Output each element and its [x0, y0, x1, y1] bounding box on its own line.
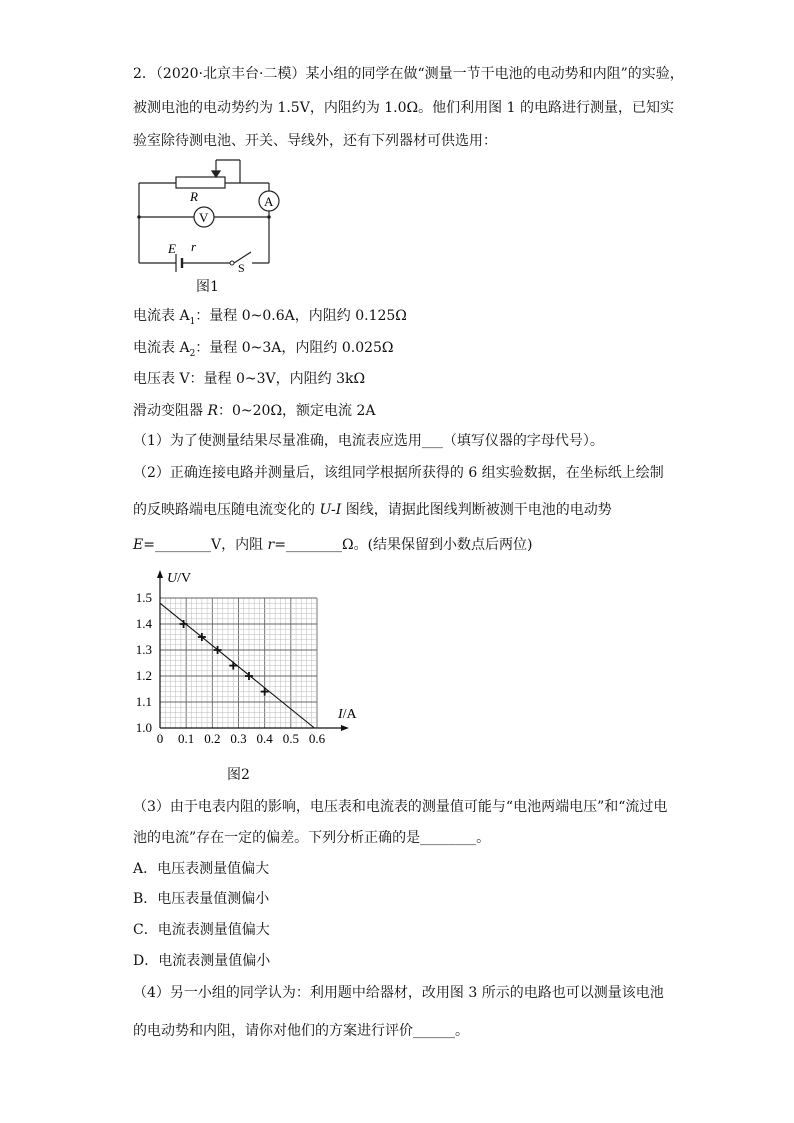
option-b: B．电压表量值测偏小 — [133, 891, 270, 907]
ui-chart — [125, 566, 365, 751]
part2-e-var: E — [133, 537, 144, 553]
figure1-caption: 图1 — [196, 279, 219, 295]
part2-e-blank: =________V，内阻 — [143, 537, 268, 553]
a2-spec: ：量程 0~3A，内阻约 0.025Ω — [195, 340, 394, 356]
question-number: 2． — [133, 66, 156, 82]
a1-sub: 1 — [189, 316, 196, 327]
question-intro-text: 某小组的同学在做“测量一节干电池的电动势和内阻”的实验， — [305, 66, 684, 82]
r-var: R — [207, 403, 218, 419]
y-axis-arrow — [157, 570, 163, 578]
part2-r-var: r — [267, 537, 275, 553]
part2-line2-var: U-I — [319, 502, 342, 518]
y-tick-label: 1.3 — [135, 642, 152, 657]
option-c: C．电流表测量值偏大 — [133, 922, 270, 938]
label-S: S — [238, 261, 245, 275]
y-tick-label: 1.2 — [135, 668, 152, 683]
data-point — [261, 688, 269, 696]
part2-line-1: （2）正确连接电路并测量后，该组同学根据所获得的 6 组实验数据，在坐标纸上绘制 — [133, 465, 664, 481]
x-tick-label: 0.2 — [204, 731, 221, 746]
part2-line2-post: 图线，请据此图线判断被测干电池的电动势 — [341, 502, 612, 518]
y-tick-label: 1.5 — [135, 590, 152, 605]
r-pre: 滑动变阻器 — [133, 403, 208, 419]
x-tick-label: 0.1 — [178, 731, 195, 746]
x-tick-label: 0.6 — [308, 731, 326, 746]
part2-line-2 — [133, 500, 612, 520]
part1-text: （1）为了使测量结果尽量准确，电流表应选用___（填写仪器的字母代号）。 — [133, 433, 604, 449]
y-tick-label: 1.0 — [135, 720, 152, 735]
rheostat-symbol — [176, 177, 225, 188]
label-E: E — [168, 241, 176, 256]
label-A: A — [264, 194, 274, 209]
a1-spec: ：量程 0~0.6A，内阻约 0.125Ω — [195, 308, 407, 324]
question-intro-line-2: 被测电池的电动势约为 1.5V，内阻约为 1.0Ω。他们利用图 1 的电路进行测量，已知实 — [133, 100, 674, 116]
circuit-diagram — [130, 155, 290, 275]
x-axis-label: I/A — [338, 707, 357, 722]
part3-line-1: （3）由于电表内阻的影响，电压表和电流表的测量值可能与“电池两端电压”和“流过电 — [133, 799, 668, 815]
equipment-r — [133, 401, 376, 421]
equipment-a1 — [133, 306, 407, 332]
part2-line2-pre: 的反映路端电压随电流变化的 — [133, 502, 320, 518]
equipment-v: 电压表 V：量程 0~3V，内阻约 3kΩ — [133, 371, 366, 387]
label-V: V — [199, 210, 209, 225]
y-tick-label: 1.1 — [135, 694, 152, 709]
chart-grid — [160, 598, 317, 728]
part2-r-blank: =________Ω。(结果保留到小数点后两位) — [274, 537, 533, 553]
y-tick-label: 1.4 — [135, 616, 152, 631]
r-post: ：0~20Ω，额定电流 2A — [218, 403, 376, 419]
question-intro-line-3: 验室除待测电池、开关、导线外，还有下列器材可供选用： — [133, 133, 497, 149]
a2-sub: 2 — [189, 348, 196, 359]
x-tick-label: 0 — [156, 731, 164, 746]
part4-line-1: （4）另一小组的同学认为：利用题中给器材，改用图 3 所示的电路也可以测量该电池 — [133, 985, 664, 1001]
x-tick-label: 0.3 — [230, 731, 247, 746]
equipment-a2 — [133, 338, 394, 364]
figure2-caption: 图2 — [227, 767, 250, 783]
a2-name: 电流表 A — [133, 340, 190, 356]
x-axis-arrow — [341, 725, 349, 731]
part4-line-2: 的电动势和内阻，请你对他们的方案进行评价______。 — [133, 1023, 469, 1039]
part2-line-3 — [133, 535, 533, 555]
question-intro-line-1 — [133, 64, 684, 84]
option-a: A．电压表测量值偏大 — [133, 861, 270, 877]
a1-name: 电流表 A — [133, 308, 190, 324]
label-r: r — [191, 239, 197, 254]
label-R: R — [190, 189, 198, 204]
data-point — [229, 662, 237, 670]
x-tick-label: 0.4 — [256, 731, 273, 746]
x-tick-label: 0.5 — [282, 731, 299, 746]
option-d: D．电流表测量值偏小 — [133, 953, 271, 969]
part3-line-2: 池的电流”存在一定的偏差。下列分析正确的是________。 — [133, 830, 491, 846]
question-source: （2020·北京丰台·二模） — [155, 66, 306, 82]
y-axis-label: U/V — [167, 571, 192, 586]
